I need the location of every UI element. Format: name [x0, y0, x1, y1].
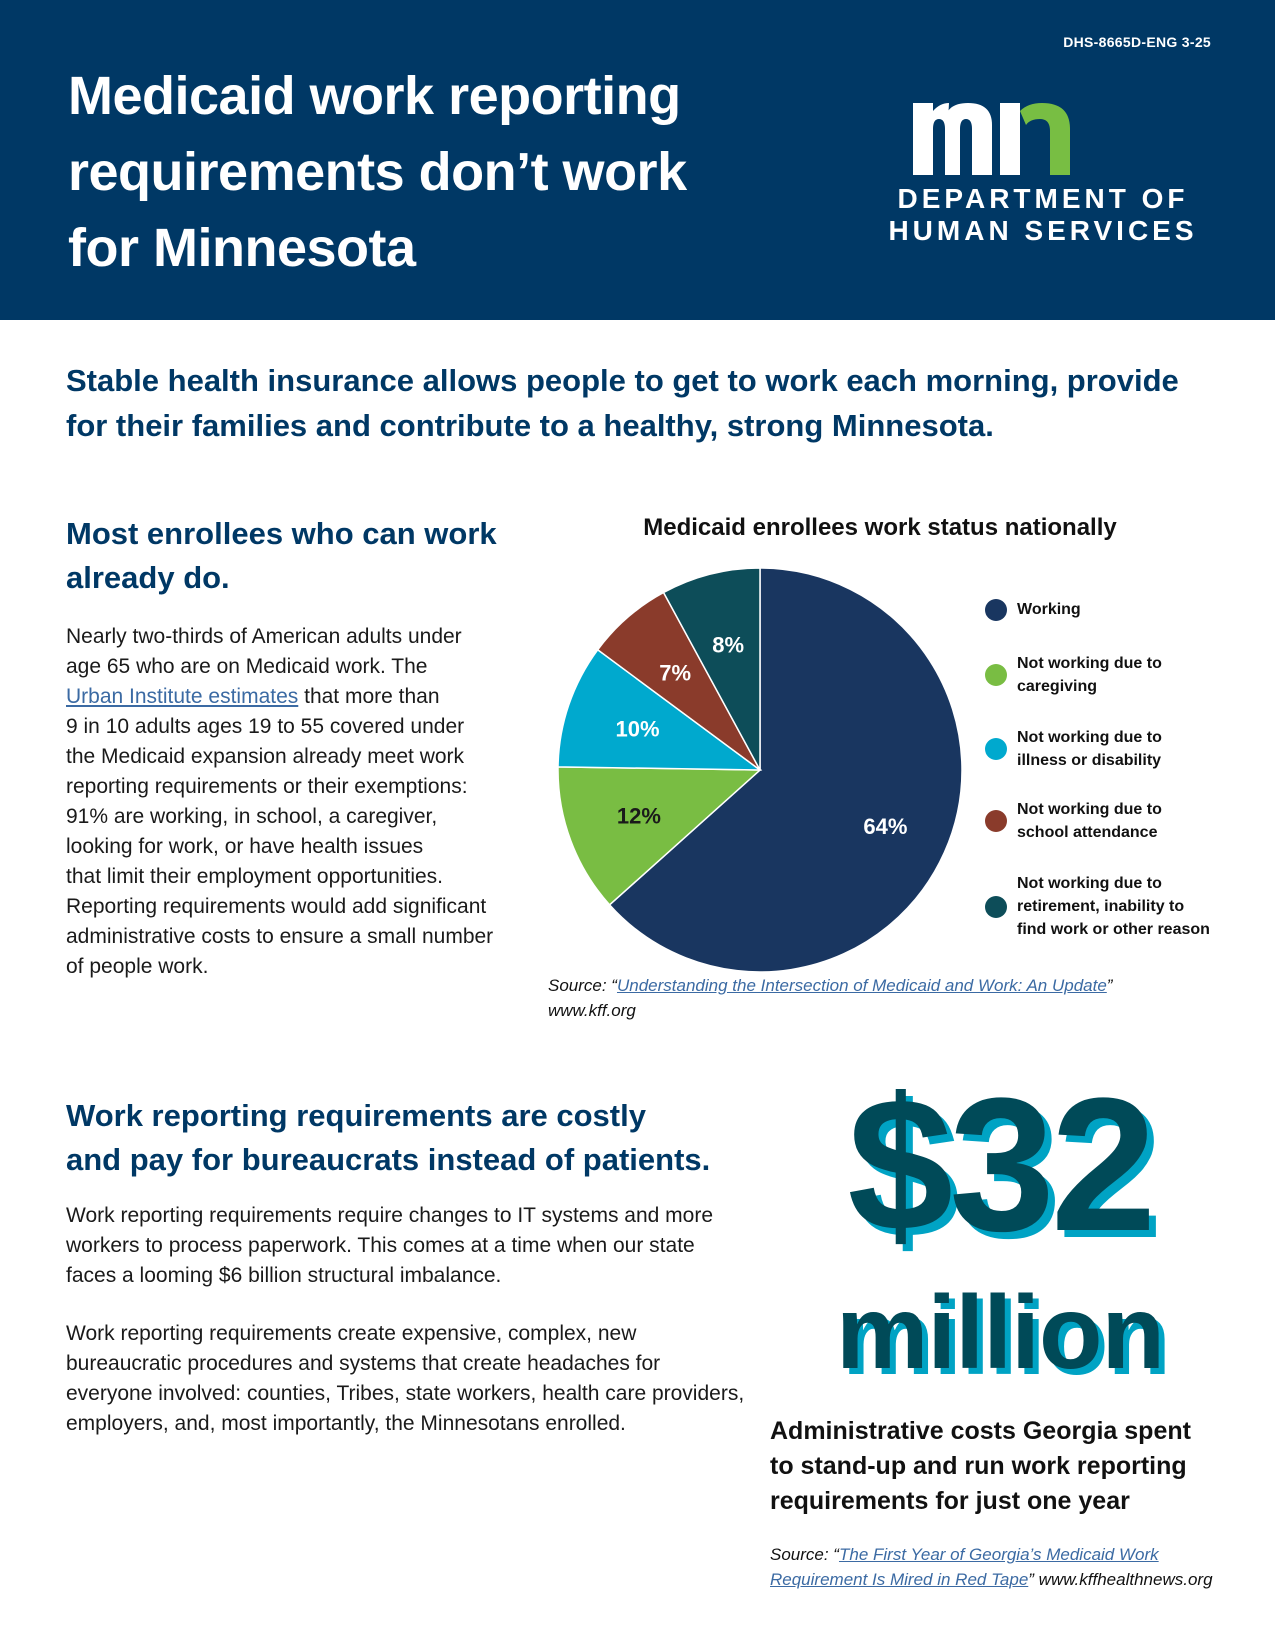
legend-label-line: Not working due to: [1017, 655, 1162, 672]
stat-number: $32: [847, 1059, 1153, 1271]
source-suffix: ”: [1106, 976, 1113, 995]
pie-label-working: 64%: [863, 813, 908, 839]
stat-caption-line: to stand-up and run work reporting: [770, 1452, 1187, 1480]
section2-heading-line-2: and pay for bureaucrats instead of patients.: [66, 1142, 711, 1177]
section1-line: looking for work, or have health issues: [66, 835, 424, 858]
stat-caption-line: Administrative costs Georgia spent: [770, 1417, 1191, 1445]
section2-line: Work reporting requirements require changes to IT systems and more: [66, 1204, 714, 1227]
title-line-2: requirements don’t work: [68, 142, 687, 202]
section2-line: employers, and, most importantly, the Minnesotans enrolled.: [66, 1412, 626, 1435]
urban-institute-link[interactable]: Urban Institute estimates: [66, 685, 299, 708]
title-line-3: for Minnesota: [68, 218, 416, 278]
legend-label-line: caregiving: [1017, 678, 1098, 695]
section1-line: administrative costs to ensure a small number: [66, 925, 494, 948]
legend-label-caregiving: [1017, 652, 1162, 698]
chart-title: Medicaid enrollees work status nationally: [643, 514, 1117, 541]
dhs-logo: [880, 95, 1210, 265]
section1-line: reporting requirements or their exemptions:: [66, 775, 468, 798]
section2-line: faces a looming $6 billion structural imbalance.: [66, 1264, 502, 1287]
section2-heading-line-1: Work reporting requirements are costly: [66, 1098, 646, 1133]
intro-line-1: Stable health insurance allows people to get to work each morning, provide: [66, 363, 1179, 398]
section2-heading: [66, 1094, 766, 1182]
legend-label-school: [1017, 798, 1162, 844]
stat-caption-line: requirements for just one year: [770, 1487, 1130, 1515]
header-banner: [0, 0, 1275, 320]
section1-body: [66, 622, 546, 982]
pie-label-other: 8%: [712, 632, 745, 658]
section1-line: 9 in 10 adults ages 19 to 55 covered under: [66, 715, 465, 738]
legend-swatch-working: [985, 599, 1007, 621]
stat-unit: million: [835, 1275, 1165, 1391]
chart-source: [548, 973, 1168, 1023]
section1-line: the Medicaid expansion already meet work: [66, 745, 465, 768]
legend-label-line: retirement, inability to: [1017, 898, 1185, 915]
stat-caption: [770, 1414, 1210, 1519]
pie-label-caregiving: 12%: [616, 803, 661, 829]
intro-line-2: for their families and contribute to a healthy, strong Minnesota.: [66, 408, 994, 443]
stat-source: [770, 1542, 1230, 1592]
legend-swatch-other: [985, 896, 1007, 918]
kff-health-news-link-line-2[interactable]: Requirement Is Mired in Red Tape: [770, 1570, 1029, 1589]
legend-label-illness: [1017, 726, 1162, 772]
section1-line: that more than: [298, 685, 440, 708]
legend-label-line: school attendance: [1017, 824, 1158, 841]
pie-chart-container: [555, 565, 965, 975]
intro-statement: [66, 358, 1206, 448]
section1-line: Nearly two-thirds of American adults under: [66, 625, 462, 648]
legend-label-line: Not working due to: [1017, 801, 1162, 818]
pie-chart: [555, 565, 965, 975]
dept-name-line-2: HUMAN SERVICES: [888, 215, 1198, 246]
kff-source-link[interactable]: Understanding the Intersection of Medicaid and Work: An Update: [616, 976, 1107, 995]
section1-line: 91% are working, in school, a caregiver,: [66, 805, 438, 828]
dept-name-line-1: DEPARTMENT OF: [897, 183, 1189, 214]
legend-label-line: find work or other reason: [1017, 921, 1210, 938]
legend-swatch-caregiving: [985, 664, 1007, 686]
section1-line: age 65 who are on Medicaid work. The: [66, 655, 428, 678]
legend-label-line: Working: [1017, 601, 1081, 618]
pie-label-school: 7%: [659, 660, 692, 686]
document-code: DHS-8665D-ENG 3-25: [1063, 34, 1211, 50]
mn-logo-mark: [880, 95, 1210, 195]
section1-line: of people work.: [66, 955, 209, 978]
legend-label-line: illness or disability: [1017, 752, 1162, 769]
section1-line: that limit their employment opportunities.: [66, 865, 444, 888]
legend-label-line: Not working due to: [1017, 729, 1162, 746]
section2-line: workers to process paperwork. This comes at a time when our state: [66, 1234, 695, 1257]
section2-line: bureaucratic procedures and systems that create headaches for: [66, 1352, 661, 1375]
pie-label-illness: 10%: [615, 716, 660, 742]
kff-health-news-link-line-1[interactable]: The First Year of Georgia’s Medicaid Work: [838, 1545, 1159, 1564]
source-prefix: Source: “: [548, 976, 617, 995]
section1-line: Reporting requirements would add significant: [66, 895, 487, 918]
section2-paragraph-2: [66, 1319, 786, 1439]
stat-source-prefix: Source: “: [770, 1545, 839, 1564]
stat-source-suffix: ” www.kffhealthnews.org: [1028, 1570, 1213, 1589]
legend-label-working: [1017, 598, 1081, 621]
source-site: www.kff.org: [548, 1001, 636, 1020]
section1-heading: [66, 512, 536, 600]
title-line-1: Medicaid work reporting: [68, 66, 681, 126]
legend-label-line: Not working due to: [1017, 875, 1162, 892]
legend-swatch-school: [985, 810, 1007, 832]
page-title: [68, 58, 708, 286]
legend-swatch-illness: [985, 738, 1007, 760]
section2-paragraph-1: [66, 1201, 766, 1291]
legend-label-other: [1017, 872, 1210, 941]
section1-heading-line-2: already do.: [66, 560, 230, 595]
section2-line: Work reporting requirements create expensive, complex, new: [66, 1322, 637, 1345]
section1-heading-line-1: Most enrollees who can work: [66, 516, 497, 551]
section2-line: everyone involved: counties, Tribes, state workers, health care providers,: [66, 1382, 745, 1405]
